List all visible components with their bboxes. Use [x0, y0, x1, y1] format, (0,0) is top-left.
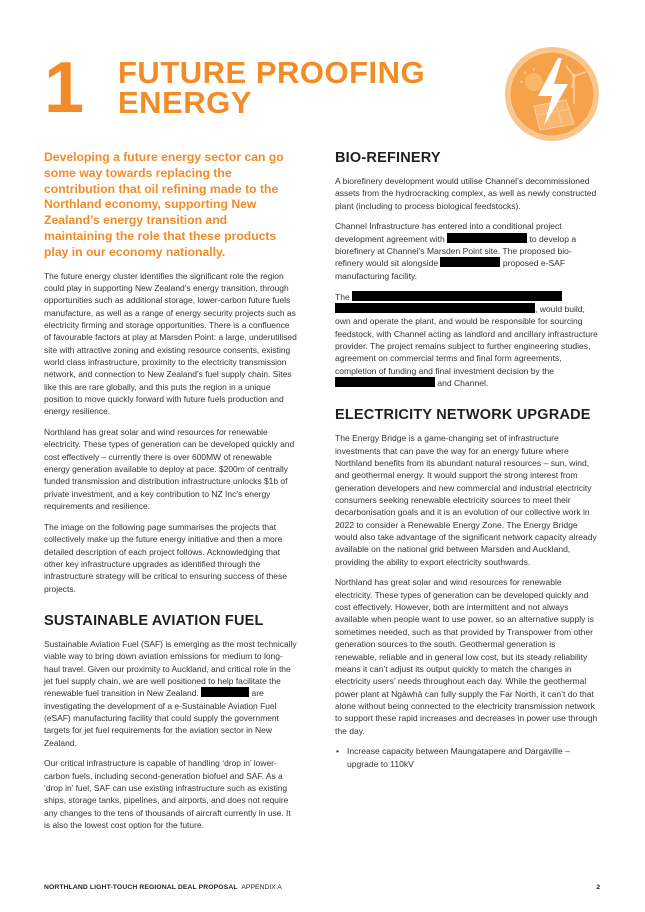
saf-paragraph-2: Our critical infrastructure is capable of handling ‘drop in’ lower-carbon fuels, including second-generation biofuel and SAF. As a ‘drop in’ fuel, SAF can use existing infrastructure such as existing ships, storage tanks, pipelines, and airports, and does not require any changes to the tens of thousands of aircraft currently in use. It is also the lowest cost option for the future. — [44, 758, 291, 831]
bio-text-c: proposed e-SAF manufacturing facility. — [335, 258, 566, 281]
saf-paragraph-1 — [44, 638, 298, 749]
saf-text-a: Sustainable Aviation Fuel (SAF) is emerging as the most technically viable way to bring down aviation emissions for medium to long-haul travel. Given our proximity to Auckland, and critical role in the jet fuel supply chain, we are well positioned to help facilitate the renewable fuel transition in New Zealand. — [44, 638, 297, 699]
footer-appendix: APPENDIX A — [241, 884, 282, 891]
electricity-paragraph-2: Northland has great solar and wind resources for renewable electricity. These types of generation can be developed quickly and cost effectively. However, both are intermittent and not always available when people want to use power, so an alternative supply is sometimes needed, such as that provided by Transpower from other generation sources to the south. Geothermal generation is renewable, reliable and in general low cost, but its steady reliability means it can’t adjust its output quickly to match the changes in electricity users’ needs throughout each day. While the geothermal power plant at Ngāwhā can fully supply the Far North, it can’t do that alone without being connected to the electricity transmission network to support these rapid increases and decreases in power use through the day. — [335, 577, 598, 736]
redaction-block — [440, 257, 500, 267]
bio-text-f: and Channel. — [437, 377, 489, 388]
left-column — [44, 150, 298, 840]
intro-paragraph-1: The future energy cluster identifies the significant role the region could play in supporting New Zealand’s energy transition, through opportunities such as additional storage, lower-carbon future fuels manufacture, as well as a range of energy security projects such as electricity firming and storage opportunities. There is a confluence of favourable factors at play at Marsden Point: a large, underutilised site with attractive zoning and existing resource consents, existing world class infrastructure, proximity to the electricity transmission network, and connection to New Zealand’s fuel supply chain. Sites like this are rare globally, and this puts the region in a unique position to move quickly forward with future fuels production and energy resilience. — [44, 270, 297, 417]
bio-refinery-heading: BIO-REFINERY — [335, 150, 441, 166]
bio-text-d: The — [335, 291, 350, 302]
right-column — [335, 150, 599, 770]
bio-text-e: , would build, own and operate the plant, and would be responsible for sourcing feedstock, with Channel acting as landlord and ancillary infrastructure provider. The project remains subject to further engineering studies, agreement on commercial terms and final form agreements, completion of funding and final investment decision by the — [335, 303, 598, 376]
solar-wind-energy-icon — [504, 46, 600, 142]
list-item: • Increase capacity between Maungatapere and Dargaville – upgrade to 110kV — [335, 745, 599, 770]
bio-paragraph-3 — [335, 291, 599, 390]
chapter-number: 1 — [44, 48, 83, 128]
saf-text-b: are investigating the development of a e-Sustainable Aviation Fuel (eSAF) manufacturing facility that could supply the government targets for jet fuel requirements for the aviation sector in New Zealand. — [44, 688, 279, 748]
page-title — [118, 55, 426, 120]
page-title-line-2: ENERGY — [118, 85, 252, 120]
bio-text-b: to develop a biorefinery at Channel’s Marsden Point site. The proposed bio-refinery would sit alongside — [335, 233, 577, 269]
redaction-block — [335, 303, 535, 313]
page-title-line-1: FUTURE PROOFING — [118, 55, 426, 90]
electricity-paragraph-1: The Energy Bridge is a game-changing set of infrastructure investments that can pave the way for an energy future where Northland benefits from its abundant natural resources – sun, wind, and geothermal energy. It would support the strong interest from generation developers and new commercial and industrial electricity consumers seeking renewable electricity sources to meet their decarbonisation goals and it is an evolution of our collective work in 2022 to consider a Renewable Energy Zone. The Energy Bridge would also take advantage of the significant network capacity already available on the national grid between Marsden and Auckland, providing the ability to export electricity southwards. — [335, 433, 597, 567]
lead-paragraph: Developing a future energy sector can go some way towards replacing the contribution that oil refining made to the Northland economy, supporting New Zealand’s energy transition and maintaining the role that these products play in our economy nationally. — [44, 150, 284, 259]
intro-paragraph-3: The image on the following page summarises the projects that collectively make up the future energy initiative and then a more detailed description of each project follows. Acknowledging that other key infrastructure upgrades as identified through the infrastructure strategy will be critical to ensuring success of these projects. — [44, 521, 287, 594]
bio-paragraph-1: A biorefinery development would utilise Channel’s decommissioned assets from the hydrocracking complex, as well as newly constructed plant (including to process biological feedstocks). — [335, 176, 597, 211]
bio-text-a: Channel Infrastructure has entered into a conditional project development agreement with — [335, 221, 562, 244]
page-number: 2 — [596, 884, 600, 891]
redaction-block — [335, 377, 435, 387]
redaction-block — [447, 233, 527, 243]
saf-heading: SUSTAINABLE AVIATION FUEL — [44, 612, 264, 629]
upgrade-list — [335, 745, 599, 770]
electricity-heading: ELECTRICITY NETWORK UPGRADE — [335, 407, 591, 424]
intro-paragraph-2: Northland has great solar and wind resources for renewable electricity. These types of generation can be developed quickly and cost effectively – currently there is over 600MW of renewable energy generation available to deploy at pace. $200m of centrally funded transmission and distribution infrastructure unlocks $1b of private investment, and a key contribution to NZ Inc’s energy requirements and resilience. — [44, 427, 295, 512]
footer-doc-title: NORTHLAND LIGHT-TOUCH REGIONAL DEAL PROPOSAL — [44, 884, 238, 891]
redaction-block — [201, 687, 249, 697]
bio-paragraph-2 — [335, 220, 599, 282]
page-footer — [44, 883, 600, 892]
redaction-block — [352, 291, 562, 301]
